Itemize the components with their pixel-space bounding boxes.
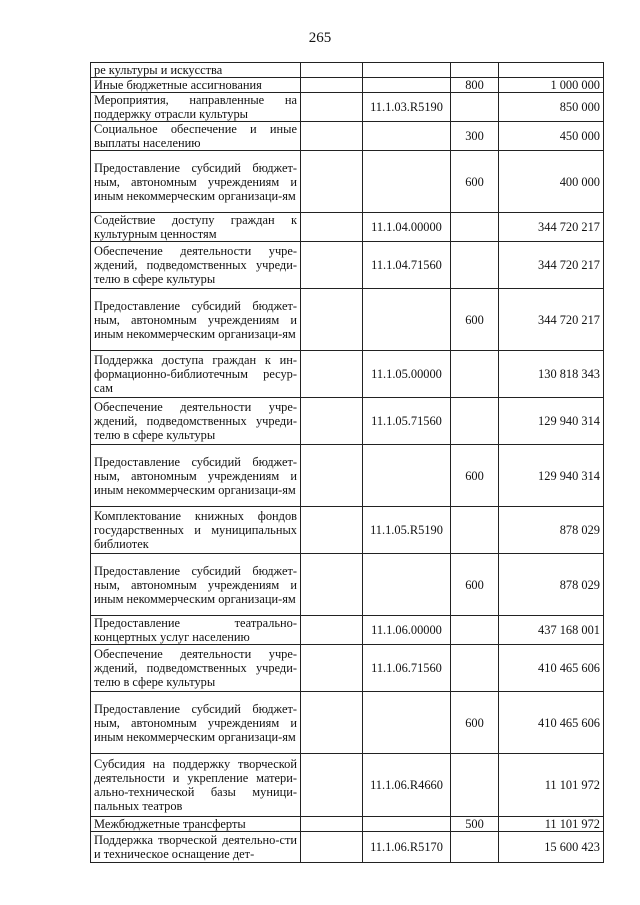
row-code-cell: 11.1.06.00000 <box>363 616 451 645</box>
row-expense-type-cell <box>451 351 499 398</box>
table-row <box>91 817 604 832</box>
row-blank-cell <box>301 398 363 445</box>
row-code-cell <box>363 817 451 832</box>
row-blank-cell <box>301 692 363 754</box>
row-expense-type-cell <box>451 63 499 78</box>
row-amount-cell: 1 000 000 <box>499 78 604 93</box>
table-row <box>91 832 604 863</box>
row-expense-type-cell <box>451 93 499 122</box>
table-row <box>91 289 604 351</box>
table-row <box>91 754 604 817</box>
row-amount-cell: 437 168 001 <box>499 616 604 645</box>
row-name-cell: Мероприятия, направленные на поддержку отрасли культуры <box>91 93 301 122</box>
row-blank-cell <box>301 554 363 616</box>
row-expense-type-cell <box>451 832 499 863</box>
row-amount-cell: 11 101 972 <box>499 817 604 832</box>
row-expense-type-cell: 600 <box>451 289 499 351</box>
table-row <box>91 122 604 151</box>
row-expense-type-cell: 800 <box>451 78 499 93</box>
row-expense-type-cell <box>451 242 499 289</box>
row-amount-cell: 410 465 606 <box>499 645 604 692</box>
row-blank-cell <box>301 93 363 122</box>
table-row <box>91 554 604 616</box>
row-name-cell: Предоставление субсидий бюджет-ным, автономным учреждениям и иным некоммерческим организаци-ям <box>91 554 301 616</box>
row-name-cell: Предоставление субсидий бюджет-ным, автономным учреждениям и иным некоммерческим организаци-ям <box>91 692 301 754</box>
row-amount-cell: 344 720 217 <box>499 213 604 242</box>
row-expense-type-cell: 600 <box>451 151 499 213</box>
row-amount-cell: 129 940 314 <box>499 398 604 445</box>
row-name-cell: Предоставление субсидий бюджет-ным, автономным учреждениям и иным некоммерческим организаци-ям <box>91 445 301 507</box>
row-code-cell <box>363 63 451 78</box>
row-amount-cell: 850 000 <box>499 93 604 122</box>
table-row <box>91 445 604 507</box>
row-expense-type-cell <box>451 616 499 645</box>
row-code-cell <box>363 692 451 754</box>
row-name-cell: Содействие доступу граждан к культурным ценностям <box>91 213 301 242</box>
row-name-cell: Поддержка творческой деятельно-сти и техническое оснащение дет- <box>91 832 301 863</box>
row-name-cell: Обеспечение деятельности учре-ждений, подведомственных учреди-телю в сфере культуры <box>91 398 301 445</box>
row-blank-cell <box>301 445 363 507</box>
row-blank-cell <box>301 616 363 645</box>
row-amount-cell: 15 600 423 <box>499 832 604 863</box>
row-name-cell: Обеспечение деятельности учре-ждений, подведомственных учреди-телю в сфере культуры <box>91 242 301 289</box>
row-blank-cell <box>301 507 363 554</box>
row-expense-type-cell: 600 <box>451 692 499 754</box>
row-blank-cell <box>301 817 363 832</box>
row-amount-cell: 129 940 314 <box>499 445 604 507</box>
row-name-cell: Поддержка доступа граждан к ин-формационно-библиотечным ресур-сам <box>91 351 301 398</box>
table-row <box>91 507 604 554</box>
row-blank-cell <box>301 242 363 289</box>
row-code-cell: 11.1.05.R5190 <box>363 507 451 554</box>
row-blank-cell <box>301 754 363 817</box>
row-expense-type-cell: 600 <box>451 554 499 616</box>
row-blank-cell <box>301 78 363 93</box>
row-name-cell: Межбюджетные трансферты <box>91 817 301 832</box>
row-blank-cell <box>301 832 363 863</box>
table-row <box>91 151 604 213</box>
budget-table-body <box>91 63 604 863</box>
row-code-cell: 11.1.06.R4660 <box>363 754 451 817</box>
row-name-cell: Обеспечение деятельности учре-ждений, подведомственных учреди-телю в сфере культуры <box>91 645 301 692</box>
row-code-cell <box>363 289 451 351</box>
row-expense-type-cell: 500 <box>451 817 499 832</box>
table-row <box>91 645 604 692</box>
table-row <box>91 78 604 93</box>
row-expense-type-cell <box>451 213 499 242</box>
row-name-cell: Комплектование книжных фондов государственных и муниципальных библиотек <box>91 507 301 554</box>
row-expense-type-cell <box>451 754 499 817</box>
row-blank-cell <box>301 213 363 242</box>
row-name-cell: Иные бюджетные ассигнования <box>91 78 301 93</box>
budget-table <box>90 62 604 863</box>
row-name-cell: Предоставление театрально-концертных услуг населению <box>91 616 301 645</box>
row-blank-cell <box>301 151 363 213</box>
page-number: 265 <box>308 30 332 46</box>
row-amount-cell: 878 029 <box>499 507 604 554</box>
row-expense-type-cell <box>451 398 499 445</box>
row-code-cell: 11.1.03.R5190 <box>363 93 451 122</box>
row-code-cell: 11.1.04.71560 <box>363 242 451 289</box>
row-amount-cell: 344 720 217 <box>499 289 604 351</box>
row-amount-cell: 344 720 217 <box>499 242 604 289</box>
row-amount-cell: 400 000 <box>499 151 604 213</box>
table-row <box>91 242 604 289</box>
row-code-cell: 11.1.04.00000 <box>363 213 451 242</box>
row-code-cell: 11.1.05.00000 <box>363 351 451 398</box>
row-name-cell: Предоставление субсидий бюджет-ным, автономным учреждениям и иным некоммерческим организаци-ям <box>91 289 301 351</box>
table-row <box>91 616 604 645</box>
row-code-cell <box>363 78 451 93</box>
row-expense-type-cell <box>451 507 499 554</box>
table-row <box>91 213 604 242</box>
row-code-cell <box>363 122 451 151</box>
row-code-cell: 11.1.06.R5170 <box>363 832 451 863</box>
row-name-cell: ре культуры и искусства <box>91 63 301 78</box>
table-row <box>91 93 604 122</box>
row-expense-type-cell: 600 <box>451 445 499 507</box>
row-blank-cell <box>301 645 363 692</box>
table-row <box>91 692 604 754</box>
table-row <box>91 351 604 398</box>
row-amount-cell: 878 029 <box>499 554 604 616</box>
row-code-cell <box>363 151 451 213</box>
row-blank-cell <box>301 63 363 78</box>
row-amount-cell: 11 101 972 <box>499 754 604 817</box>
row-amount-cell: 450 000 <box>499 122 604 151</box>
table-row <box>91 398 604 445</box>
row-blank-cell <box>301 122 363 151</box>
row-code-cell: 11.1.05.71560 <box>363 398 451 445</box>
row-name-cell: Социальное обеспечение и иные выплаты населению <box>91 122 301 151</box>
row-code-cell <box>363 445 451 507</box>
row-amount-cell <box>499 63 604 78</box>
row-expense-type-cell <box>451 645 499 692</box>
row-code-cell <box>363 554 451 616</box>
row-expense-type-cell: 300 <box>451 122 499 151</box>
row-amount-cell: 130 818 343 <box>499 351 604 398</box>
table-row <box>91 63 604 78</box>
row-code-cell: 11.1.06.71560 <box>363 645 451 692</box>
row-blank-cell <box>301 289 363 351</box>
row-blank-cell <box>301 351 363 398</box>
row-name-cell: Субсидия на поддержку творческой деятельности и укрепление матери-ально-технической базы муници-пальных театров <box>91 754 301 817</box>
row-amount-cell: 410 465 606 <box>499 692 604 754</box>
row-name-cell: Предоставление субсидий бюджет-ным, автономным учреждениям и иным некоммерческим организаци-ям <box>91 151 301 213</box>
